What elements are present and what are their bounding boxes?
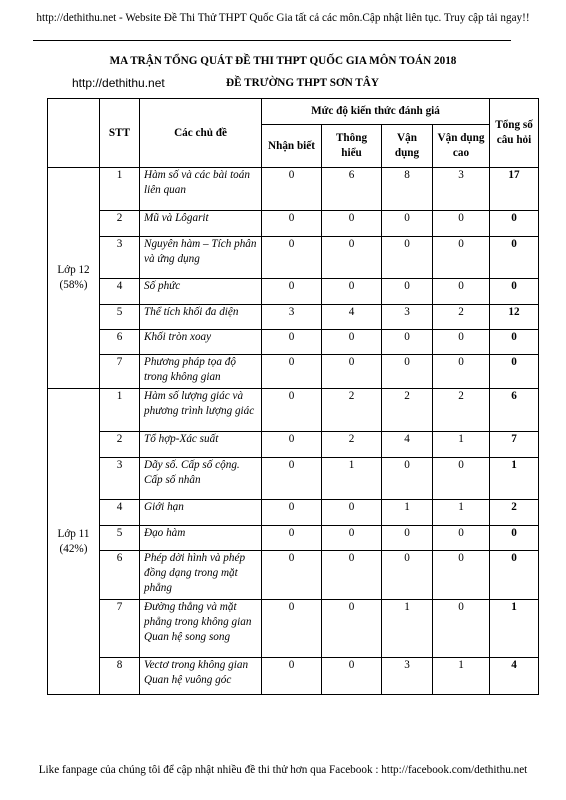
recognize-count-cell: 0 xyxy=(262,432,322,458)
recognize-count-cell: 0 xyxy=(262,330,322,355)
total-count-cell: 1 xyxy=(490,458,539,500)
recognize-count-cell: 0 xyxy=(262,658,322,695)
total-count-cell: 12 xyxy=(490,305,539,330)
total-count-cell: 17 xyxy=(490,168,539,211)
apply-high-count-cell: 1 xyxy=(433,432,490,458)
header-understand: Thông hiểu xyxy=(322,125,382,168)
table-row xyxy=(48,658,539,695)
header-total: Tổng số câu hỏi xyxy=(490,99,539,168)
apply-high-count-cell: 0 xyxy=(433,211,490,237)
apply-high-count-cell: 0 xyxy=(433,237,490,279)
group-percent: (42%) xyxy=(59,542,88,555)
table-row xyxy=(48,211,539,237)
total-count-cell: 0 xyxy=(490,551,539,600)
apply-high-count-cell: 2 xyxy=(433,305,490,330)
header-stt: STT xyxy=(100,99,140,168)
understand-count-cell: 4 xyxy=(322,305,382,330)
apply-count-cell: 0 xyxy=(382,330,433,355)
total-count-cell: 0 xyxy=(490,237,539,279)
total-count-cell: 0 xyxy=(490,279,539,305)
row-topic-cell: Khối tròn xoay xyxy=(140,330,262,355)
table-row xyxy=(48,355,539,389)
apply-count-cell: 0 xyxy=(382,458,433,500)
table-row xyxy=(48,551,539,600)
apply-count-cell: 8 xyxy=(382,168,433,211)
row-stt-cell: 7 xyxy=(100,600,140,658)
row-topic-cell: Số phức xyxy=(140,279,262,305)
apply-high-count-cell: 0 xyxy=(433,355,490,389)
total-count-cell: 7 xyxy=(490,432,539,458)
understand-count-cell: 0 xyxy=(322,600,382,658)
row-stt-cell: 5 xyxy=(100,526,140,551)
group-name: Lớp 12 xyxy=(57,264,90,276)
recognize-count-cell: 0 xyxy=(262,458,322,500)
apply-high-count-cell: 2 xyxy=(433,389,490,432)
group-label-cell xyxy=(48,168,100,389)
total-count-cell: 4 xyxy=(490,658,539,695)
row-topic-cell: Giới hạn xyxy=(140,500,262,526)
recognize-count-cell: 0 xyxy=(262,600,322,658)
recognize-count-cell: 0 xyxy=(262,355,322,389)
recognize-count-cell: 0 xyxy=(262,237,322,279)
row-stt-cell: 4 xyxy=(100,500,140,526)
recognize-count-cell: 0 xyxy=(262,500,322,526)
understand-count-cell: 0 xyxy=(322,237,382,279)
apply-count-cell: 4 xyxy=(382,432,433,458)
apply-high-count-cell: 0 xyxy=(433,551,490,600)
apply-count-cell: 0 xyxy=(382,211,433,237)
group-name: Lớp 11 xyxy=(57,527,90,540)
page-header-banner: http://dethithu.net - Website Đề Thi Thử THPT Quốc Gia tất cả các môn.Cập nhật liên tục. Truy cập tải ngay!! xyxy=(36,12,530,24)
understand-count-cell: 0 xyxy=(322,279,382,305)
row-stt-cell: 2 xyxy=(100,211,140,237)
table-row xyxy=(48,389,539,432)
row-stt-cell: 8 xyxy=(100,658,140,695)
apply-count-cell: 0 xyxy=(382,551,433,600)
total-count-cell: 0 xyxy=(490,330,539,355)
table-row xyxy=(48,526,539,551)
header-group-cell xyxy=(48,99,100,168)
row-topic-cell: Tổ hợp-Xác suất xyxy=(140,432,262,458)
row-stt-cell: 1 xyxy=(100,389,140,432)
row-topic-cell: Mũ và Lôgarit xyxy=(140,211,262,237)
group-label-cell xyxy=(48,389,100,695)
apply-count-cell: 3 xyxy=(382,658,433,695)
total-count-cell: 1 xyxy=(490,600,539,658)
matrix-body xyxy=(48,168,539,695)
understand-count-cell: 6 xyxy=(322,168,382,211)
table-row xyxy=(48,432,539,458)
recognize-count-cell: 0 xyxy=(262,389,322,432)
row-stt-cell: 4 xyxy=(100,279,140,305)
group-percent: (58%) xyxy=(59,279,88,291)
apply-count-cell: 0 xyxy=(382,355,433,389)
row-stt-cell: 1 xyxy=(100,168,140,211)
row-stt-cell: 5 xyxy=(100,305,140,330)
apply-high-count-cell: 0 xyxy=(433,600,490,658)
table-row xyxy=(48,330,539,355)
apply-high-count-cell: 3 xyxy=(433,168,490,211)
recognize-count-cell: 0 xyxy=(262,211,322,237)
apply-high-count-cell: 1 xyxy=(433,500,490,526)
understand-count-cell: 0 xyxy=(322,355,382,389)
apply-count-cell: 0 xyxy=(382,279,433,305)
understand-count-cell: 0 xyxy=(322,330,382,355)
total-count-cell: 2 xyxy=(490,500,539,526)
site-url-label: http://dethithu.net xyxy=(72,76,165,90)
row-stt-cell: 6 xyxy=(100,330,140,355)
row-stt-cell: 7 xyxy=(100,355,140,389)
recognize-count-cell: 0 xyxy=(262,168,322,211)
row-topic-cell: Vectơ trong không gian Quan hệ vuông góc xyxy=(140,658,262,695)
table-row xyxy=(48,305,539,330)
recognize-count-cell: 0 xyxy=(262,551,322,600)
apply-count-cell: 2 xyxy=(382,389,433,432)
row-stt-cell: 6 xyxy=(100,551,140,600)
apply-count-cell: 0 xyxy=(382,526,433,551)
document-title: MA TRẬN TỔNG QUÁT ĐỀ THI THPT QUỐC GIA MÔN TOÁN 2018 xyxy=(109,55,457,67)
row-stt-cell: 3 xyxy=(100,237,140,279)
row-topic-cell: Phương pháp tọa độ trong không gian xyxy=(140,355,262,389)
table-row xyxy=(48,600,539,658)
row-topic-cell: Hàm số và các bài toán liên quan xyxy=(140,168,262,211)
header-apply-high: Vận dụng cao xyxy=(433,125,490,168)
understand-count-cell: 2 xyxy=(322,389,382,432)
understand-count-cell: 0 xyxy=(322,500,382,526)
row-topic-cell: Đạo hàm xyxy=(140,526,262,551)
row-topic-cell: Nguyên hàm – Tích phân và ứng dụng xyxy=(140,237,262,279)
page-footer: Like fanpage của chúng tôi để cập nhật nhiều đề thi thử hơn qua Facebook : http://facebook.com/dethithu.net xyxy=(38,764,528,776)
table-row xyxy=(48,168,539,211)
total-count-cell: 6 xyxy=(490,389,539,432)
exam-matrix-table xyxy=(47,98,539,695)
apply-high-count-cell: 1 xyxy=(433,658,490,695)
row-topic-cell: Đường thẳng và mặt phẳng trong không gian Quan hệ song song xyxy=(140,600,262,658)
row-topic-cell: Hàm số lượng giác và phương trình lượng giác xyxy=(140,389,262,432)
table-row xyxy=(48,237,539,279)
apply-count-cell: 0 xyxy=(382,237,433,279)
apply-high-count-cell: 0 xyxy=(433,330,490,355)
understand-count-cell: 0 xyxy=(322,551,382,600)
understand-count-cell: 1 xyxy=(322,458,382,500)
understand-count-cell: 0 xyxy=(322,211,382,237)
understand-count-cell: 0 xyxy=(322,526,382,551)
header-apply: Vận dụng xyxy=(382,125,433,168)
row-topic-cell: Phép dời hình và phép đồng dạng trong mặt phẳng xyxy=(140,551,262,600)
total-count-cell: 0 xyxy=(490,355,539,389)
table-row xyxy=(48,500,539,526)
row-topic-cell: Thể tích khối đa diện xyxy=(140,305,262,330)
header-divider xyxy=(33,40,511,41)
header-topic: Các chủ đề xyxy=(140,99,262,168)
row-topic-cell: Dãy số. Cấp số cộng. Cấp số nhân xyxy=(140,458,262,500)
recognize-count-cell: 3 xyxy=(262,305,322,330)
apply-high-count-cell: 0 xyxy=(433,279,490,305)
table-row xyxy=(48,279,539,305)
apply-count-cell: 1 xyxy=(382,600,433,658)
header-level-group: Mức độ kiến thức đánh giá xyxy=(262,99,490,125)
document-subtitle: ĐỀ TRƯỜNG THPT SƠN TÂY xyxy=(226,77,379,89)
apply-high-count-cell: 0 xyxy=(433,526,490,551)
row-stt-cell: 2 xyxy=(100,432,140,458)
apply-high-count-cell: 0 xyxy=(433,458,490,500)
recognize-count-cell: 0 xyxy=(262,526,322,551)
row-stt-cell: 3 xyxy=(100,458,140,500)
apply-count-cell: 1 xyxy=(382,500,433,526)
table-row xyxy=(48,458,539,500)
header-recognize: Nhận biết xyxy=(262,125,322,168)
total-count-cell: 0 xyxy=(490,526,539,551)
total-count-cell: 0 xyxy=(490,211,539,237)
understand-count-cell: 0 xyxy=(322,658,382,695)
apply-count-cell: 3 xyxy=(382,305,433,330)
recognize-count-cell: 0 xyxy=(262,279,322,305)
understand-count-cell: 2 xyxy=(322,432,382,458)
